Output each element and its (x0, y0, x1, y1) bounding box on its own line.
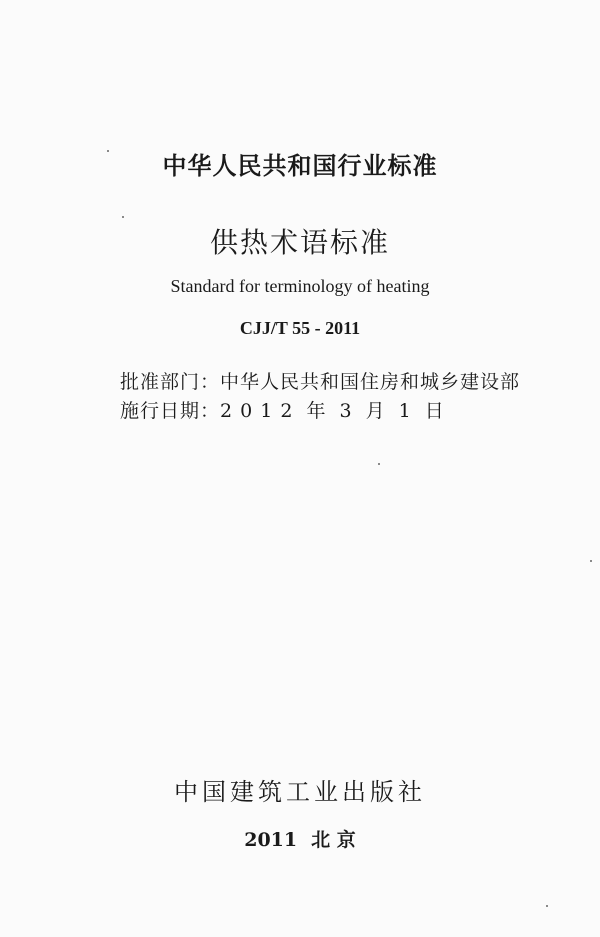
effective-day: 1 (398, 400, 412, 422)
effective-day-unit: 日 (424, 400, 445, 422)
effective-date-row (120, 396, 458, 423)
effective-year: 2 0 1 2 (220, 400, 294, 422)
standard-code: CJJ/T 55 - 2011 (239, 318, 361, 338)
publication-city: 北 京 (311, 829, 356, 851)
scan-speck (590, 560, 592, 562)
document-title: 供热术语标准 (209, 226, 390, 259)
effective-month-unit: 月 (365, 400, 386, 422)
effective-year-unit: 年 (306, 400, 327, 422)
document-title-english: Standard for terminology of heating (170, 276, 430, 296)
scan-speck (546, 905, 548, 907)
approval-department-row (120, 367, 520, 394)
scan-speck (378, 463, 380, 465)
effective-month: 3 (339, 400, 353, 422)
scan-speck (107, 150, 109, 152)
approval-value: 中华人民共和国住房和城乡建设部 (220, 371, 521, 393)
publication-info (0, 825, 600, 852)
approval-label: 批准部门： (120, 371, 221, 393)
publisher-name: 中国建筑工业出版社 (174, 778, 426, 806)
scan-speck (122, 216, 124, 218)
standard-series-title: 中华人民共和国行业标准 (162, 152, 438, 180)
effective-label: 施行日期： (120, 400, 221, 422)
publication-year: 2011 (244, 829, 298, 851)
